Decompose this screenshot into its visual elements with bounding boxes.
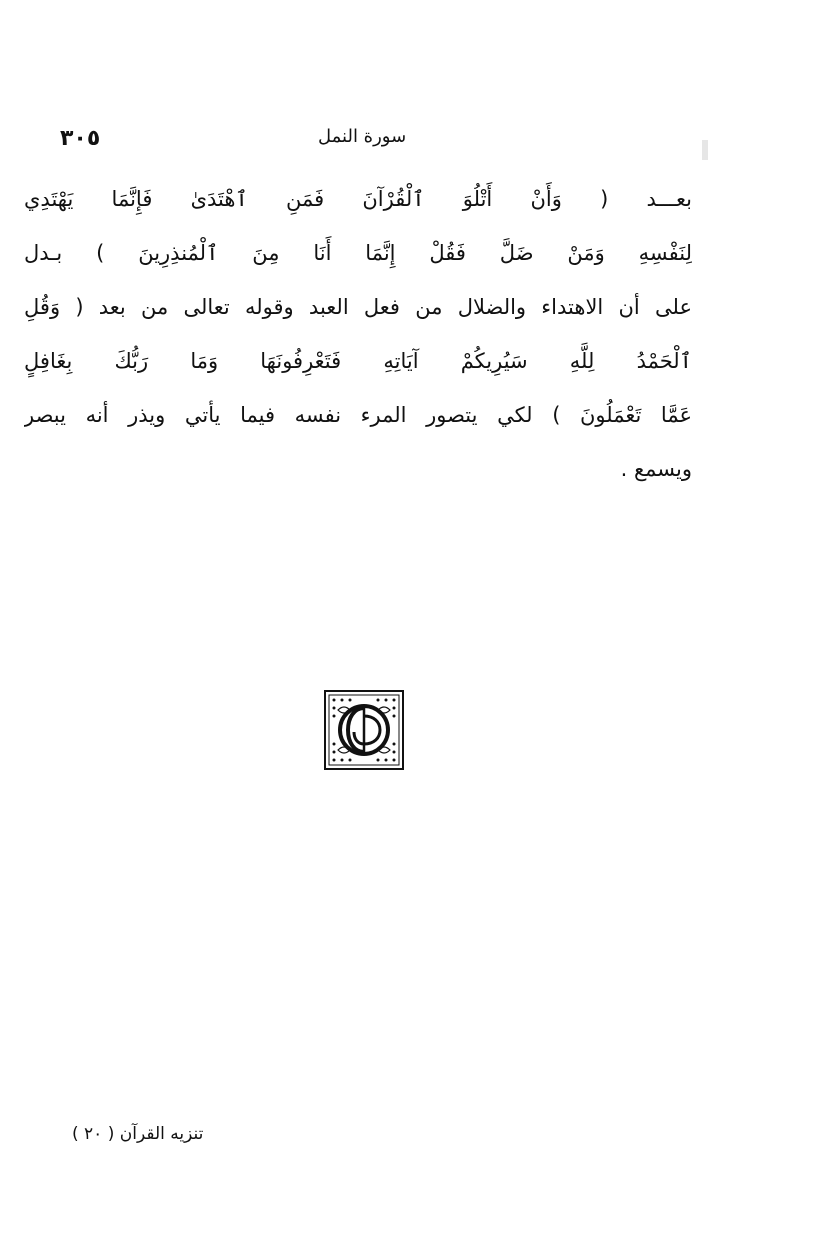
text-line-4: ٱلْحَمْدُ لِلَّهِ سَيُرِيكُمْ آيَاتِهِ فَتَعْرِفُونَهَا وَمَا رَبُّكَ بِغَافِلٍ xyxy=(24,349,692,373)
page-number: ٣٠٥ xyxy=(60,126,101,151)
running-title: سورة النمل xyxy=(318,126,407,147)
text-line-1: بعـــد ( وَأَنْ أَتْلُوَ ٱلْقُرْآنَ فَمَنِ ٱهْتَدَىٰ فَإِنَّمَا يَهْتَدِي xyxy=(24,187,692,211)
body-text xyxy=(24,172,692,496)
decorative-monogram-icon xyxy=(324,690,404,770)
text-line-2: لِنَفْسِهِ وَمَنْ ضَلَّ فَقُلْ إِنَّمَا أَنَا مِنَ ٱلْمُنذِرِينَ ) بـدل xyxy=(24,241,692,265)
margin-mark xyxy=(702,140,708,160)
text-line-3: على أن الاهتداء والضلال من فعل العبد وقوله تعالى من بعد ( وَقُلِ xyxy=(24,295,692,319)
footer-signature: تنزيه القرآن ( ٢٠ ) xyxy=(72,1124,204,1144)
text-line-6: ويسمع . xyxy=(620,457,692,481)
text-line-5: عَمَّا تَعْمَلُونَ ) لكي يتصور المرء نفسه فيما يأتي ويذر أنه يبصر xyxy=(24,403,692,427)
